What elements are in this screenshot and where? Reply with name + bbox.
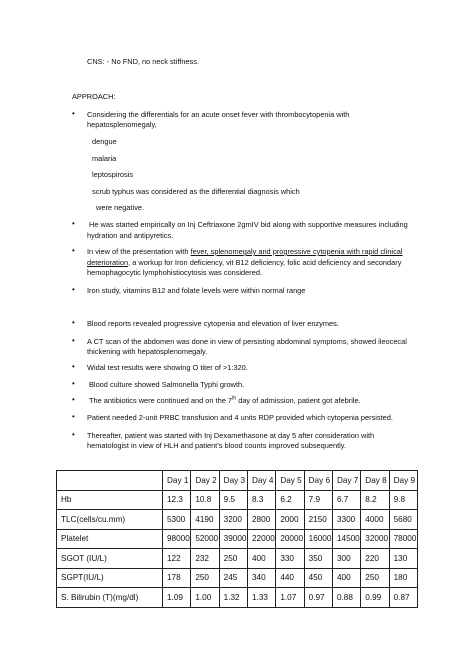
table-row	[57, 549, 418, 569]
table-cell: 6.7	[332, 490, 360, 510]
row-label-cell: Hb	[57, 490, 163, 510]
table-cell: 220	[361, 549, 389, 569]
table-cell: 400	[247, 549, 275, 569]
table-header-cell: Day 9	[389, 471, 417, 491]
table-row	[57, 588, 418, 608]
dexamethasone-line-1: Thereafter, patient was started with Inj Dexamethasone at day 5 after consideration with	[87, 431, 375, 440]
row-label-cell: TLC(cells/cu.mm)	[57, 510, 163, 530]
table-cell: 2150	[304, 510, 332, 530]
table-cell: 0.97	[304, 588, 332, 608]
table-header-cell: Day 6	[304, 471, 332, 491]
table-cell: 52000	[191, 529, 219, 549]
table-cell: 250	[191, 568, 219, 588]
bullet-icon: •	[72, 285, 75, 294]
bullet-icon: •	[72, 362, 75, 371]
table-cell: 122	[163, 549, 191, 569]
table-cell: 2000	[276, 510, 304, 530]
table-cell: 12.3	[163, 490, 191, 510]
table-header-cell: Day 8	[361, 471, 389, 491]
table-cell: 250	[361, 568, 389, 588]
table-header-cell	[57, 471, 163, 491]
row-label-cell: Platelet	[57, 529, 163, 549]
table-cell: 450	[304, 568, 332, 588]
table-cell: 350	[304, 549, 332, 569]
table-cell: 245	[219, 568, 247, 588]
ct-scan-line-1: A CT scan of the abdomen was done in view of persisting abdominal symptoms, showed ileocecal	[87, 337, 407, 346]
table-cell: 7.9	[304, 490, 332, 510]
bullet-icon: •	[72, 336, 75, 345]
workup-underlined-text: fever, splenomegaly and progressive cytopenia with rapid clinical	[190, 247, 403, 256]
iron-study-text: Iron study, vitamins B12 and folate levels were within normal range	[87, 286, 306, 295]
table-cell: 130	[389, 549, 417, 569]
table-header-cell: Day 1	[163, 471, 191, 491]
workup-text: , a workup for Iron deficiency, vit B12 deficiency, folic acid deficiency and secondary	[128, 258, 402, 267]
table-cell: 2800	[247, 510, 275, 530]
table-cell: 5300	[163, 510, 191, 530]
table-cell: 400	[332, 568, 360, 588]
table-row	[57, 490, 418, 510]
differentials-line-1: Considering the differentials for an acute onset fever with thrombocytopenia with	[87, 110, 350, 119]
table-cell: 3300	[332, 510, 360, 530]
bullet-icon: •	[72, 109, 75, 118]
blood-culture-text: Blood culture showed Salmonella Typhi growth.	[89, 380, 245, 389]
table-cell: 1.09	[163, 588, 191, 608]
table-cell: 1.07	[276, 588, 304, 608]
table-cell: 180	[389, 568, 417, 588]
bullet-icon: •	[72, 430, 75, 439]
lab-table-body	[57, 490, 418, 607]
table-cell: 39000	[219, 529, 247, 549]
table-cell: 98000	[163, 529, 191, 549]
bullet-icon: •	[72, 246, 75, 255]
table-cell: 0.88	[332, 588, 360, 608]
scrub-typhus-line-1: scrub typhus was considered as the differential diagnosis which	[92, 187, 300, 196]
treatment-line-2: hydration and antipyretics.	[87, 231, 174, 240]
table-cell: 330	[276, 549, 304, 569]
table-cell: 178	[163, 568, 191, 588]
ct-scan-line-2: thickening with hepatosplenomegaly.	[87, 347, 208, 356]
table-cell: 232	[191, 549, 219, 569]
table-header-cell: Day 5	[276, 471, 304, 491]
row-label-cell: SGPT(IU/L)	[57, 568, 163, 588]
table-cell: 8.3	[247, 490, 275, 510]
approach-heading: APPROACH:	[72, 92, 116, 101]
dexamethasone-line-2: hematologist in view of HLH and patient’s blood counts improved subsequently.	[87, 441, 346, 450]
table-cell: 9.5	[219, 490, 247, 510]
table-header-cell: Day 2	[191, 471, 219, 491]
antibiotics-text	[89, 396, 361, 406]
table-cell: 14500	[332, 529, 360, 549]
differentials-line-2: hepatosplenomegaly,	[87, 120, 157, 129]
table-row	[57, 568, 418, 588]
table-cell: 3200	[219, 510, 247, 530]
cns-finding: CNS: - No FND, no neck stiffness.	[87, 57, 199, 66]
table-header-cell: Day 7	[332, 471, 360, 491]
antibiotics-pre: The antibiotics were continued and on the 7	[89, 396, 232, 405]
table-cell: 10.8	[191, 490, 219, 510]
workup-line-3: hemophagocytic lymphohistiocytosis was considered.	[87, 268, 262, 277]
row-label-cell: S. Bilirubin (T)(mg/dl)	[57, 588, 163, 608]
table-header-cell: Day 3	[219, 471, 247, 491]
table-header-row	[57, 471, 418, 491]
table-cell: 20000	[276, 529, 304, 549]
table-cell: 22000	[247, 529, 275, 549]
table-cell: 300	[332, 549, 360, 569]
antibiotics-post: day of admission, patient got afebrile.	[236, 396, 361, 405]
table-cell: 9.8	[389, 490, 417, 510]
bullet-icon: •	[72, 412, 75, 421]
lab-results-table	[56, 470, 418, 608]
row-label-cell: SGOT (IU/L)	[57, 549, 163, 569]
differential-item: leptospirosis	[92, 170, 134, 179]
table-cell: 78000	[389, 529, 417, 549]
differential-item: dengue	[92, 137, 117, 146]
bullet-icon: •	[72, 379, 75, 388]
workup-line-1	[87, 247, 403, 257]
table-cell: 16000	[304, 529, 332, 549]
table-cell: 4000	[361, 510, 389, 530]
table-cell: 32000	[361, 529, 389, 549]
treatment-line-1: He was started empirically on Inj Ceftriaxone 2gmIV bid along with supportive measures including	[89, 220, 408, 229]
table-cell: 340	[247, 568, 275, 588]
table-header-cell: Day 4	[247, 471, 275, 491]
table-cell: 0.99	[361, 588, 389, 608]
table-cell: 0.87	[389, 588, 417, 608]
table-cell: 6.2	[276, 490, 304, 510]
table-cell: 440	[276, 568, 304, 588]
table-cell: 1.32	[219, 588, 247, 608]
table-cell: 250	[219, 549, 247, 569]
bullet-icon: •	[72, 318, 75, 327]
differential-item: malaria	[92, 154, 117, 163]
ordinal-suffix: th	[231, 395, 237, 402]
workup-underlined-text: deterioration	[87, 258, 129, 267]
transfusion-text: Patient needed 2-unit PRBC transfusion and 4 units RDP provided which cytopenia persisted.	[87, 413, 393, 422]
scrub-typhus-line-2: were negative.	[96, 203, 145, 212]
widal-text: Widal test results were showing O titer of >1:320.	[87, 363, 248, 372]
table-cell: 5680	[389, 510, 417, 530]
bullet-icon: •	[72, 395, 75, 404]
table-cell: 8.2	[361, 490, 389, 510]
workup-line-2	[87, 258, 401, 268]
table-cell: 1.33	[247, 588, 275, 608]
blood-reports-text: Blood reports revealed progressive cytopenia and elevation of liver enzymes.	[87, 319, 339, 328]
workup-intro: In view of the presentation with	[87, 247, 189, 256]
bullet-icon: •	[72, 219, 75, 228]
table-cell: 4190	[191, 510, 219, 530]
table-row	[57, 529, 418, 549]
table-row	[57, 510, 418, 530]
table-cell: 1.00	[191, 588, 219, 608]
